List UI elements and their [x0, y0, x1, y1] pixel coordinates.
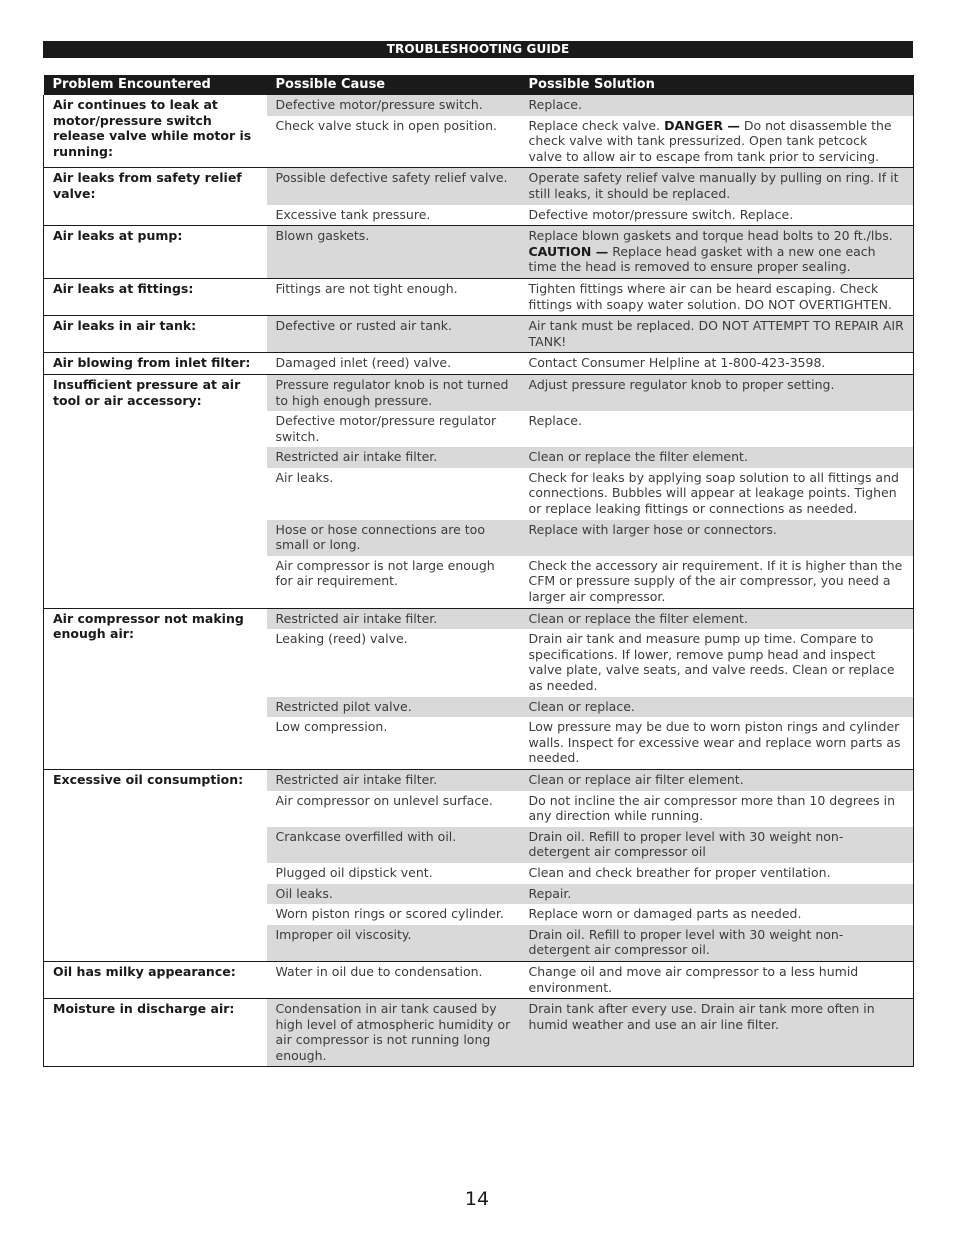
table-row	[44, 961, 914, 998]
solution-cell: Clean or replace the filter element.	[520, 447, 914, 468]
problem-cell: Air continues to leak at motor/pressure switch release valve while motor is running:	[44, 95, 267, 168]
warning-keyword: CAUTION —	[528, 243, 609, 259]
solution-cell: Adjust pressure regulator knob to proper setting.	[520, 374, 914, 411]
solution-cell: Drain oil. Refill to proper level with 30 weight non-detergent air compressor oil	[520, 827, 914, 863]
table-row	[44, 95, 914, 116]
solution-cell: Tighten fittings where air can be heard escaping. Check fittings with soapy water solution. DO NOT OVERTIGHTEN.	[520, 278, 914, 315]
solution-text-prefix: Replace blown gaskets and torque head bolts to 20 ft./lbs.	[528, 228, 893, 244]
solution-cell: Check for leaks by applying soap solution to all fittings and connections. Bubbles will appear at leakage points. Tighen or replace leaking fittings or connections as needed.	[520, 468, 914, 520]
solution-cell: Drain oil. Refill to proper level with 30 weight non-detergent air compressor oil.	[520, 925, 914, 962]
cause-cell: Crankcase overfilled with oil.	[267, 827, 520, 863]
table-row	[44, 226, 914, 279]
cause-cell: Pressure regulator knob is not turned to high enough pressure.	[267, 374, 520, 411]
header-cause: Possible Cause	[267, 75, 520, 95]
cause-cell: Defective motor/pressure switch.	[267, 95, 520, 116]
cause-cell: Restricted air intake filter.	[267, 608, 520, 629]
cause-cell: Excessive tank pressure.	[267, 205, 520, 226]
page-number: 14	[464, 1188, 490, 1210]
problem-cell: Excessive oil consumption:	[44, 769, 267, 961]
header-problem: Problem Encountered	[44, 75, 267, 95]
cause-cell: Condensation in air tank caused by high level of atmospheric humidity or air compressor is not running long enough.	[267, 999, 520, 1067]
problem-cell: Moisture in discharge air:	[44, 999, 267, 1067]
cause-cell: Damaged inlet (reed) valve.	[267, 353, 520, 375]
cause-cell: Worn piston rings or scored cylinder.	[275, 906, 504, 922]
table-header-row	[44, 75, 914, 95]
problem-cell: Air leaks at pump:	[44, 226, 267, 279]
solution-cell: Contact Consumer Helpline at 1-800-423-3598.	[520, 353, 914, 375]
solution-cell: Replace.	[520, 411, 914, 447]
cause-cell: Leaking (reed) valve.	[275, 631, 408, 647]
cause-cell: Restricted pilot valve.	[267, 697, 520, 718]
solution-text: Do not disassemble the check valve with tank pressurized. Open tank petcock valve to allow air to escape from tank prior to servicing.	[528, 117, 892, 164]
cause-cell: Water in oil due to condensation.	[267, 961, 520, 998]
cause-cell: Hose or hose connections are too small or long.	[267, 520, 520, 556]
solution-cell: Replace worn or damaged parts as needed.	[520, 904, 914, 925]
solution-cell: Replace.	[520, 95, 914, 116]
solution-cell: Clean and check breather for proper ventilation.	[520, 863, 914, 884]
problem-cell: Air leaks from safety relief valve:	[44, 168, 267, 226]
cause-cell: Defective or rusted air tank.	[267, 316, 520, 353]
table-row	[44, 316, 914, 353]
solution-cell	[520, 116, 914, 168]
cause-cell: Air compressor is not large enough for air requirement.	[267, 556, 520, 608]
cause-cell: Restricted air intake filter.	[267, 769, 520, 790]
cause-cell: Plugged oil dipstick vent.	[275, 864, 433, 880]
cause-cell: Defective motor/pressure regulator switch.	[275, 413, 497, 444]
solution-text-prefix: Replace check valve.	[528, 117, 665, 133]
table-row	[44, 769, 914, 790]
table-row	[44, 353, 914, 375]
problem-cell: Insufficient pressure at air tool or air accessory:	[44, 374, 267, 608]
warning-keyword: DANGER —	[664, 117, 740, 133]
cause-cell: Restricted air intake filter.	[267, 447, 520, 468]
solution-cell: Clean or replace air filter element.	[520, 769, 914, 790]
table-row	[44, 168, 914, 205]
cause-cell: Air leaks.	[275, 469, 334, 485]
solution-text: Replace head gasket with a new one each time the head is removed to ensure proper sealing.	[528, 243, 876, 275]
solution-cell: Operate safety relief valve manually by pulling on ring. If it still leaks, it should be replaced.	[520, 168, 914, 205]
solution-cell	[520, 226, 914, 279]
solution-cell: Replace with larger hose or connectors.	[520, 520, 914, 556]
table-row	[44, 278, 914, 315]
table-row	[44, 374, 914, 411]
table-body	[44, 95, 914, 1067]
solution-cell: Drain air tank and measure pump up time. Compare to specifications. If lower, remove pump head and inspect valve plate, valve seats, and valve reeds. Clean or replace as needed.	[520, 629, 914, 696]
section-banner: TROUBLESHOOTING GUIDE	[43, 41, 913, 58]
cause-cell: Air compressor on unlevel surface.	[275, 792, 493, 808]
problem-cell: Air leaks at fittings:	[44, 278, 267, 315]
problem-cell: Air compressor not making enough air:	[44, 608, 267, 769]
cause-cell: Fittings are not tight enough.	[267, 278, 520, 315]
table-row	[44, 999, 914, 1067]
solution-cell: Air tank must be replaced. DO NOT ATTEMPT TO REPAIR AIR TANK!	[520, 316, 914, 353]
solution-cell: Repair.	[520, 884, 914, 905]
cause-cell: Blown gaskets.	[267, 226, 520, 279]
cause-cell: Improper oil viscosity.	[267, 925, 520, 962]
solution-cell: Drain tank after every use. Drain air tank more often in humid weather and use an air line filter.	[520, 999, 914, 1067]
problem-cell: Oil has milky appearance:	[44, 961, 267, 998]
cause-cell: Possible defective safety relief valve.	[267, 168, 520, 205]
cause-cell: Low compression.	[267, 717, 520, 769]
solution-cell: Low pressure may be due to worn piston rings and cylinder walls. Inspect for excessive wear and replace worn parts as needed.	[520, 717, 914, 769]
solution-cell: Change oil and move air compressor to a less humid environment.	[520, 961, 914, 998]
solution-cell: Clean or replace the filter element.	[520, 608, 914, 629]
problem-cell: Air leaks in air tank:	[44, 316, 267, 353]
solution-cell: Check the accessory air requirement. If it is higher than the CFM or pressure supply of the air compressor, you need a larger air compressor.	[520, 556, 914, 608]
header-solution: Possible Solution	[520, 75, 914, 95]
cause-cell: Oil leaks.	[267, 884, 520, 905]
solution-cell: Defective motor/pressure switch. Replace.	[520, 205, 914, 226]
problem-cell: Air blowing from inlet filter:	[44, 353, 267, 375]
troubleshooting-table	[43, 75, 914, 1067]
solution-cell: Clean or replace.	[520, 697, 914, 718]
solution-cell: Do not incline the air compressor more than 10 degrees in any direction while running.	[520, 791, 914, 827]
table-row	[44, 608, 914, 629]
cause-cell: Check valve stuck in open position.	[267, 116, 520, 168]
